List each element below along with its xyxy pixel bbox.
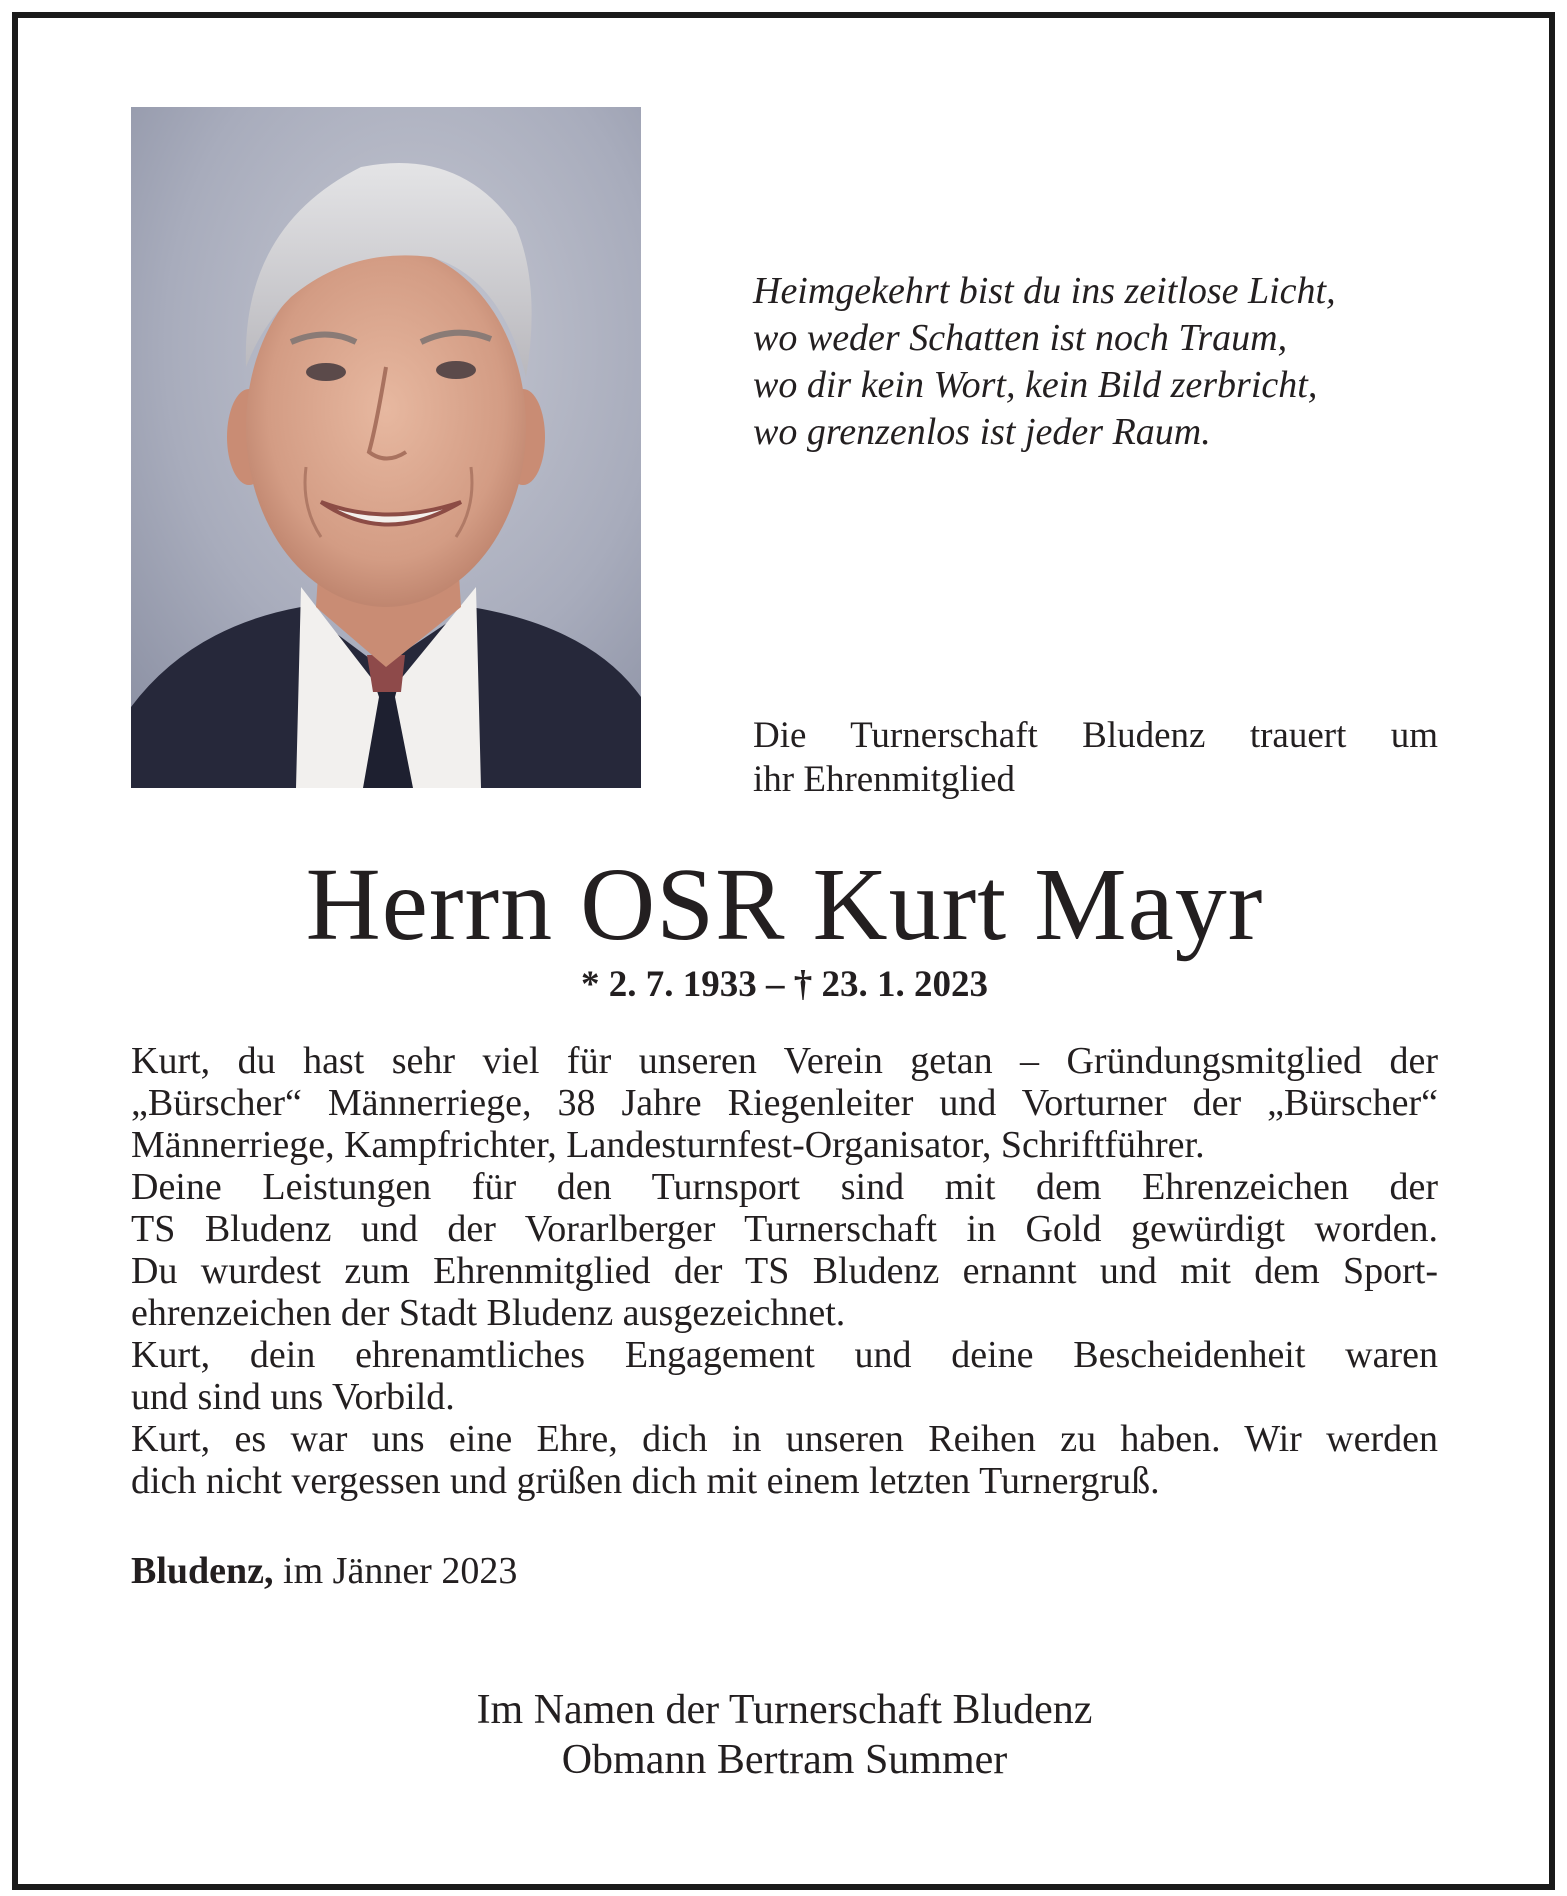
place-date: [131, 1548, 517, 1594]
intro-line: ihr Ehrenmitglied: [753, 759, 1016, 800]
signature-line: Im Namen der Turnerschaft Bludenz: [476, 1687, 1093, 1733]
deceased-name: Herrn OSR Kurt Mayr: [305, 847, 1264, 962]
poem: [753, 268, 1473, 456]
poem-line: wo weder Schatten ist noch Traum,: [753, 317, 1288, 359]
poem-line: wo dir kein Wort, kein Bild zerbricht,: [753, 364, 1318, 406]
tribute-text: [131, 1040, 1438, 1502]
intro-text: [753, 714, 1438, 802]
tribute-line: Kurt, dein ehrenamtliches Engagement und deine Bescheidenheit waren: [131, 1334, 1438, 1376]
signature: [131, 1685, 1438, 1785]
tribute-line: Kurt, es war uns eine Ehre, dich in unseren Reihen zu haben. Wir werden: [131, 1418, 1438, 1460]
tribute-line: Kurt, du hast sehr viel für unseren Verein getan – Gründungsmitglied der: [131, 1040, 1438, 1082]
poem-line: Heimgekehrt bist du ins zeitlose Licht,: [753, 270, 1336, 312]
intro-line: Die Turnerschaft Bludenz trauert um: [753, 715, 1438, 756]
tribute-line: dich nicht vergessen und grüßen dich mit einem letzten Turnergruß.: [131, 1460, 1160, 1502]
portrait-photo: [131, 107, 641, 788]
poem-line: wo grenzenlos ist jeder Raum.: [753, 411, 1211, 453]
place-city: Bludenz,: [131, 1550, 274, 1592]
tribute-line: „Bürscher“ Männerriege, 38 Jahre Riegenleiter und Vorturner der „Bürscher“: [131, 1082, 1438, 1124]
signature-line: Obmann Bertram Summer: [561, 1737, 1008, 1783]
tribute-line: Deine Leistungen für den Turnsport sind mit dem Ehrenzeichen der: [131, 1166, 1438, 1208]
tribute-line: TS Bludenz und der Vorarlberger Turnerschaft in Gold gewürdigt worden.: [131, 1208, 1438, 1250]
life-dates: * 2. 7. 1933 – † 23. 1. 2023: [581, 964, 988, 1005]
tribute-line: Du wurdest zum Ehrenmitglied der TS Bludenz ernannt und mit dem Sport-: [131, 1250, 1438, 1292]
tribute-line: Männerriege, Kampfrichter, Landesturnfest-Organisator, Schriftführer.: [131, 1124, 1205, 1166]
place-month: im Jänner 2023: [273, 1550, 518, 1592]
tribute-line: und sind uns Vorbild.: [131, 1376, 455, 1418]
tribute-line: ehrenzeichen der Stadt Bludenz ausgezeichnet.: [131, 1292, 846, 1334]
